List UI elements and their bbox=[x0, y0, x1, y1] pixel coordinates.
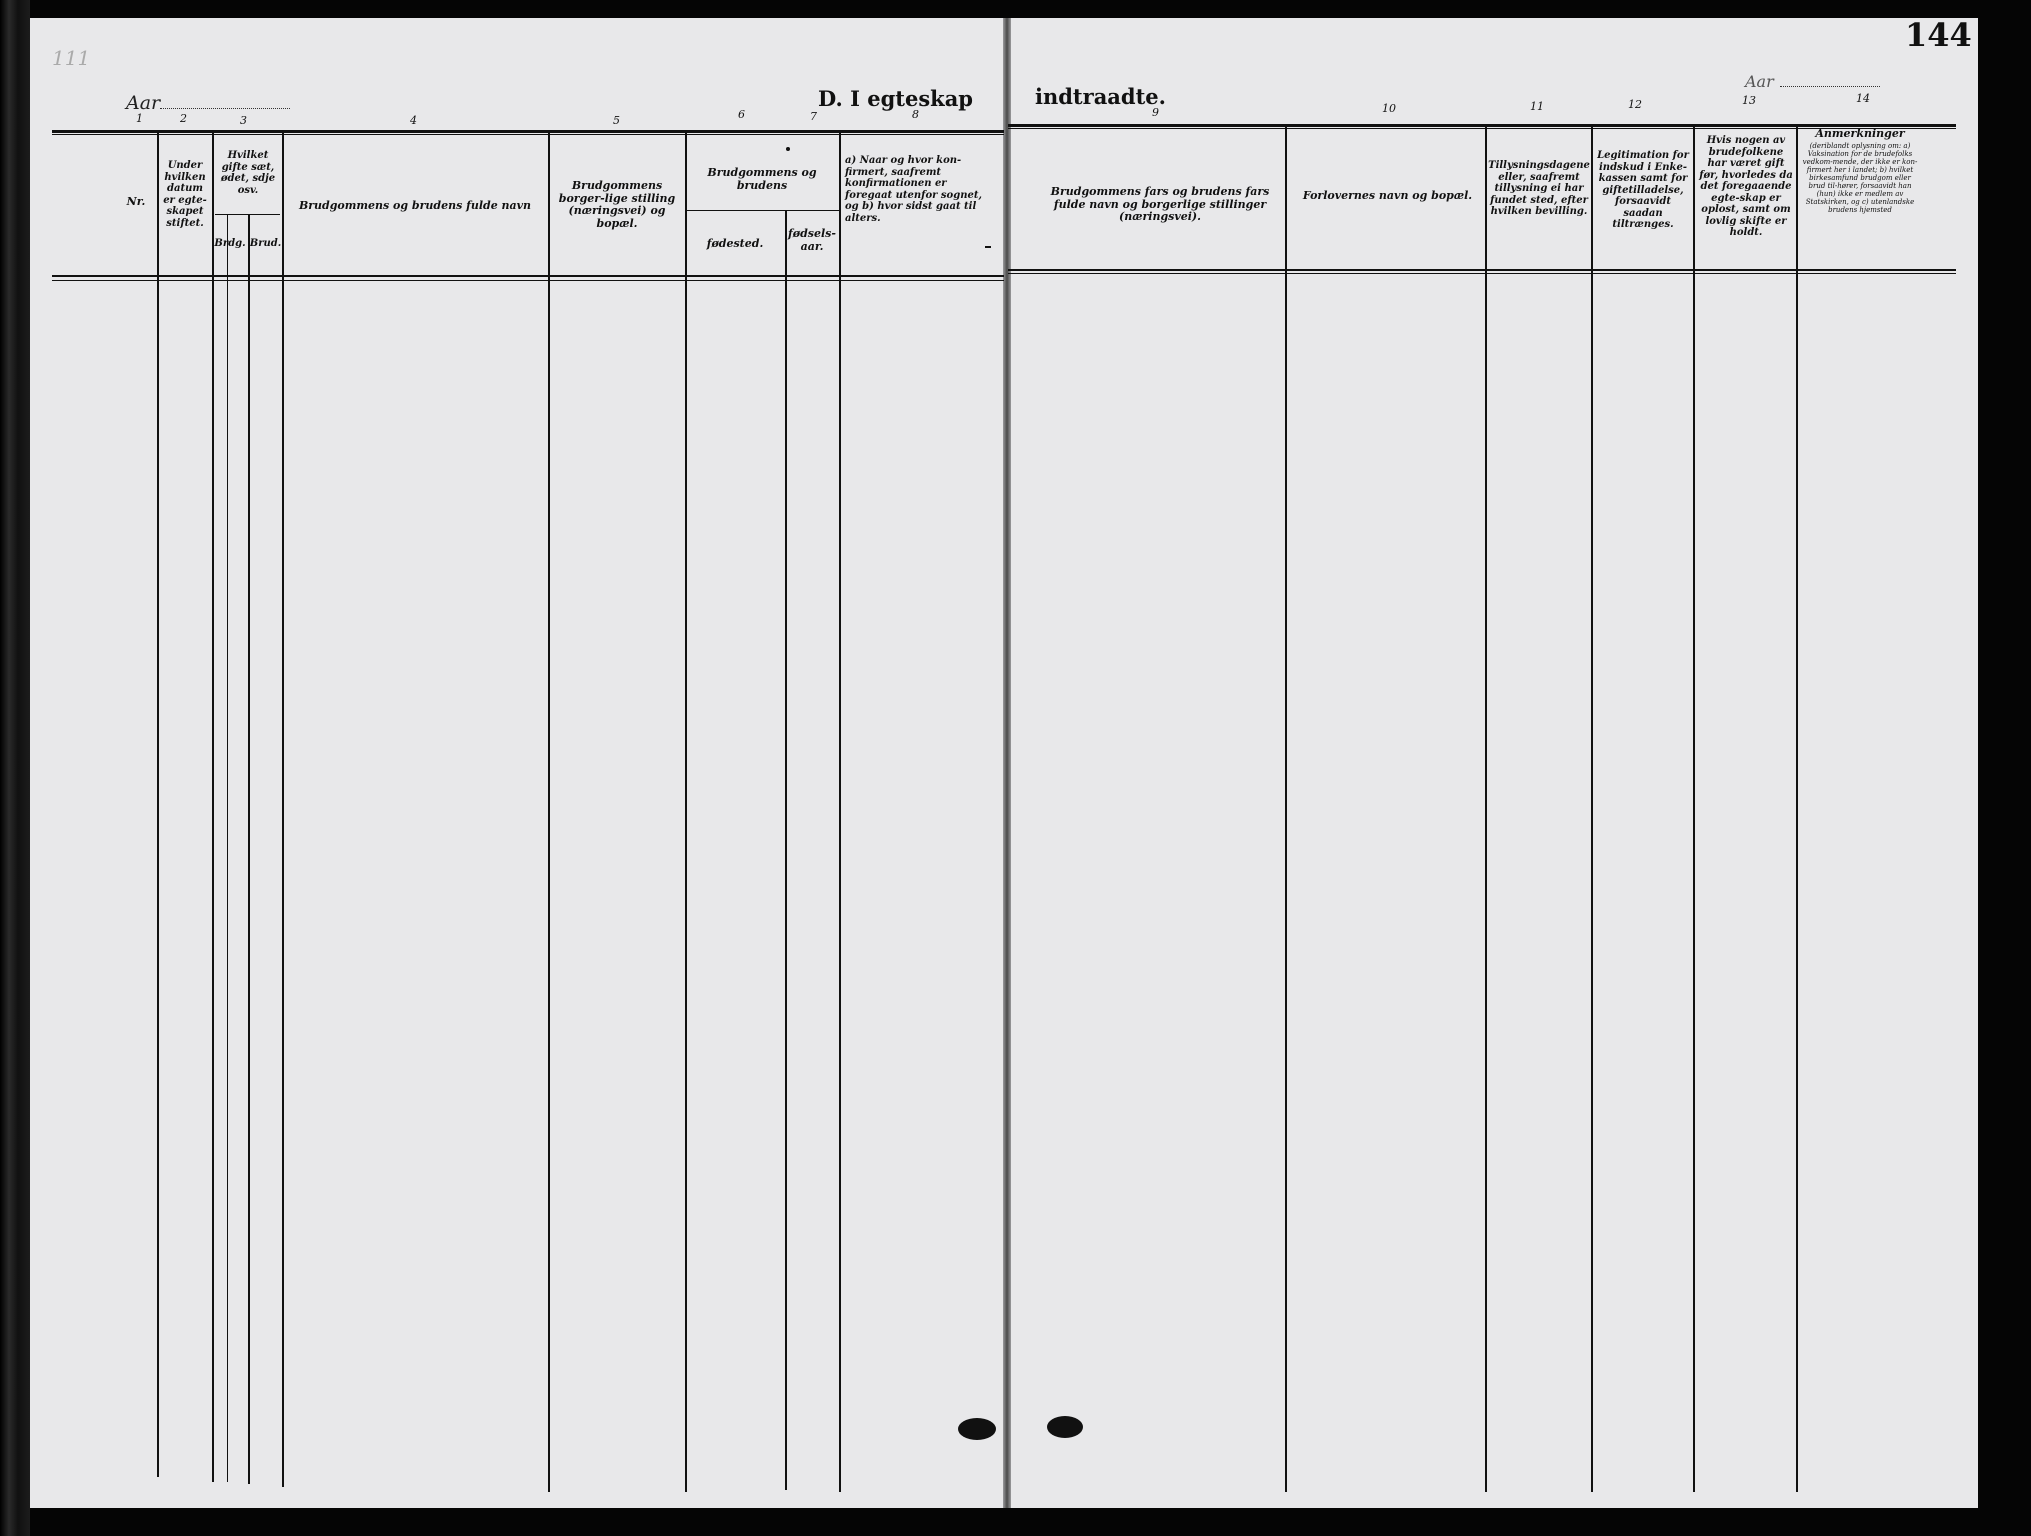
column-number: 13 bbox=[1742, 94, 1756, 107]
column-number: 11 bbox=[1530, 100, 1544, 113]
column-rule bbox=[1591, 124, 1593, 1492]
header-datum: Under hvilken datum er egte-skapet stiftet. bbox=[163, 160, 207, 229]
column-number: 5 bbox=[613, 114, 620, 127]
column-rule bbox=[1485, 124, 1487, 1492]
year-label-left: Aar bbox=[126, 92, 161, 114]
column-rule bbox=[1693, 124, 1695, 1492]
year-line-right bbox=[1780, 86, 1880, 87]
year-line-left bbox=[160, 108, 290, 109]
column-rule bbox=[248, 214, 250, 1484]
header-brudgommens-og-brudens: Brudgommens og brudens bbox=[707, 166, 817, 192]
column-number: 2 bbox=[180, 112, 187, 125]
subheader-rule-birth bbox=[685, 210, 839, 211]
page-number: 144 bbox=[1905, 16, 1972, 54]
ink-dot bbox=[786, 147, 790, 151]
header-brud: Brud. bbox=[249, 238, 282, 249]
header-bottom-rule-right-thin bbox=[1008, 273, 1956, 274]
column-rule bbox=[212, 132, 214, 1482]
header-fodested: fødested. bbox=[706, 237, 764, 250]
left-page bbox=[30, 18, 1008, 1508]
column-number: 8 bbox=[912, 108, 919, 121]
header-forlovernes: Forlovernes navn og bopæl. bbox=[1302, 189, 1473, 202]
column-rule bbox=[685, 132, 687, 1492]
ink-mark bbox=[985, 246, 991, 248]
book-spine bbox=[1003, 18, 1011, 1508]
header-stilling: Brudgommens borger-lige stilling (næringsvei) og bopæl. bbox=[558, 179, 676, 230]
column-number: 1 bbox=[136, 112, 143, 125]
header-top-rule-right bbox=[1008, 124, 1956, 127]
column-rule bbox=[1285, 124, 1287, 1492]
header-top-rule-left-thin bbox=[52, 134, 1004, 135]
header-nr: Nr. bbox=[126, 195, 146, 208]
ink-blot-right bbox=[1047, 1416, 1083, 1438]
title-right: indtraadte. bbox=[1035, 84, 1166, 109]
header-tillysning: Tillysningsdagene eller, saafremt tillysning ei har fundet sted, efter hvilken bevilling. bbox=[1488, 160, 1590, 217]
column-number: 10 bbox=[1382, 102, 1396, 115]
year-label-right: Aar bbox=[1745, 72, 1774, 91]
header-anmerkninger-title: Anmerkninger bbox=[1815, 127, 1905, 140]
header-konfirmert: a) Naar og hvor kon-firmert, saafremt konfirmationen er foregaat utenfor sognet, og b) hvor sidst gaat til alters. bbox=[845, 155, 982, 224]
header-bottom-rule-left-thin bbox=[52, 280, 1004, 281]
title-left: D. I egteskap bbox=[818, 86, 973, 111]
header-hvilket-gifte: Hvilket gifte sæt, ødet, sdje osv. bbox=[220, 150, 276, 196]
column-rule bbox=[282, 132, 284, 1487]
ink-blot-left bbox=[958, 1418, 996, 1440]
column-rule bbox=[548, 132, 550, 1492]
column-number: 14 bbox=[1856, 92, 1870, 105]
column-number: 6 bbox=[738, 108, 745, 121]
column-rule bbox=[227, 214, 228, 1482]
column-number: 9 bbox=[1152, 106, 1159, 119]
column-rule bbox=[157, 132, 159, 1477]
header-top-rule-left bbox=[52, 130, 1004, 133]
column-rule bbox=[1796, 124, 1798, 1492]
column-number: 12 bbox=[1628, 98, 1642, 111]
header-fars: Brudgommens fars og brudens fars fulde navn og borgerlige stillinger (næringsvei). bbox=[1050, 185, 1270, 224]
column-rule bbox=[785, 210, 787, 1490]
column-number: 3 bbox=[240, 114, 247, 127]
header-brudgom: Brdg. bbox=[214, 238, 246, 249]
header-bottom-rule-left bbox=[52, 275, 1004, 277]
column-rule bbox=[839, 132, 841, 1492]
header-anmerkninger-body: (deriblandt oplysning om: a) Vaksination for de brudefolks vedkom-mende, der ikke er kon-firmert her i landet; b) hvilket birkesamfund brudgom eller brud til-hører, forsaavidt han (hun) ikke er medlem av Statskirken, og c) utenlandske brudens hjemsted bbox=[1802, 142, 1918, 215]
column-number: 4 bbox=[410, 114, 417, 127]
header-fodselsaar: fødsels-aar. bbox=[788, 227, 836, 253]
header-legitimation: Legitimation for indskud i Enke-kassen samt for giftetilladelse, forsaavidt saadan tiltrænges. bbox=[1597, 150, 1689, 230]
faint-page-marking: 111 bbox=[52, 46, 91, 70]
header-navn: Brudgommens og brudens fulde navn bbox=[298, 199, 532, 212]
column-number: 7 bbox=[810, 110, 817, 123]
right-page bbox=[1008, 18, 1978, 1508]
header-hvis-nogen: Hvis nogen av brudefolkene har været gift før, hvorledes da det foregaaende egte-skap er oplost, samt om lovlig skifte er holdt. bbox=[1699, 135, 1793, 238]
header-bottom-rule-right bbox=[1008, 269, 1956, 271]
book-edge bbox=[0, 0, 30, 1536]
